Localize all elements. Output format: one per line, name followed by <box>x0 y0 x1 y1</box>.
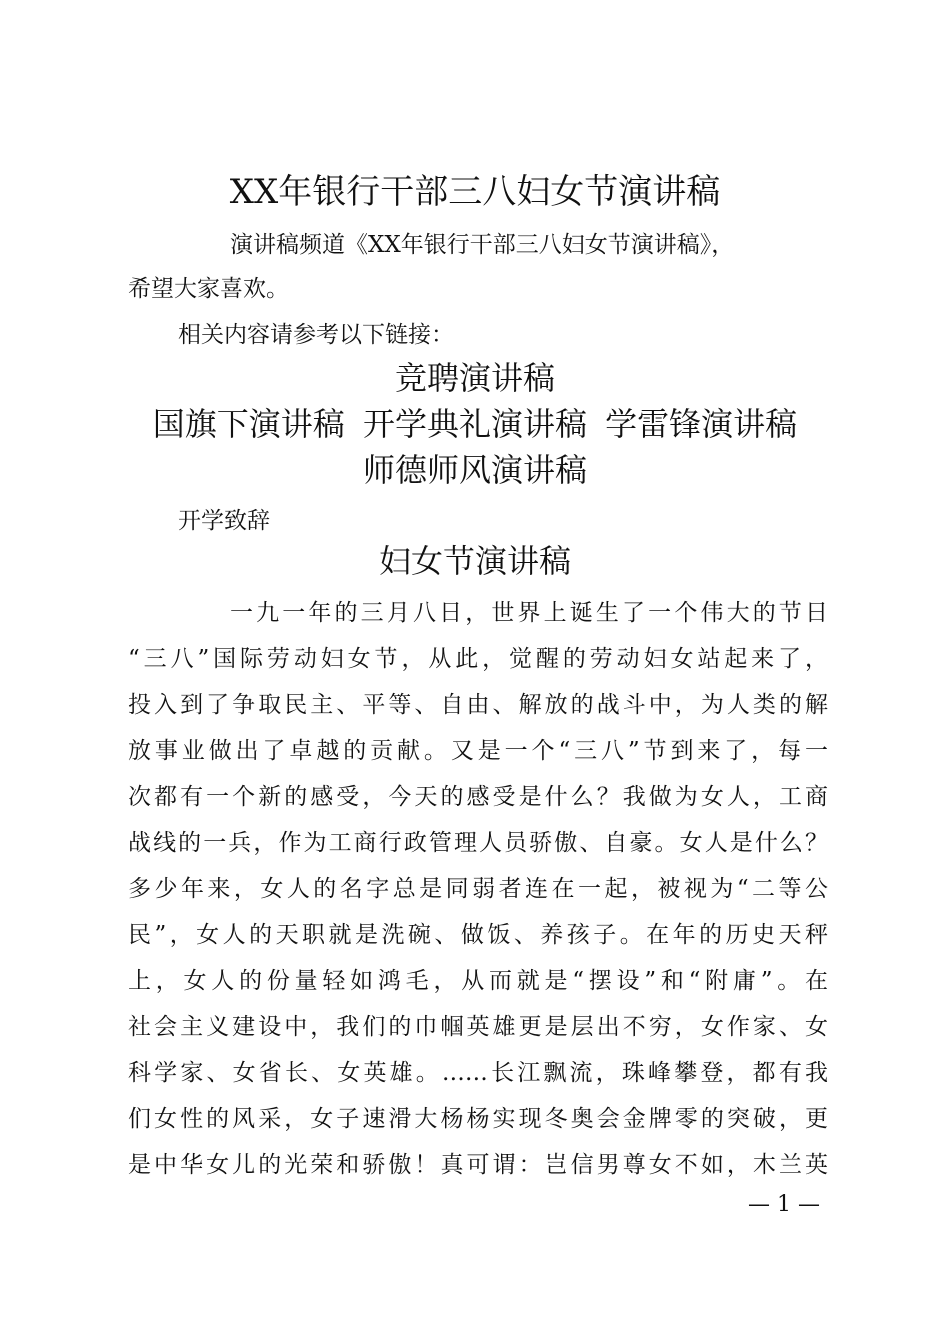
link-teacher-ethics-speech[interactable]: 师德师风演讲稿 <box>362 451 587 489</box>
body-line: 是中华女儿的光荣和骄傲！真可谓：岂信男尊女不如，木兰英 <box>128 1152 828 1178</box>
body-line: 科学家、女省长、女英雄。……长江飘流，珠峰攀登，都有我 <box>128 1060 828 1086</box>
body-line: 投入到了争取民主、平等、自由、解放的战斗中，为人类的解 <box>128 692 828 718</box>
body-line: 们女性的风采，女子速滑大杨杨实现冬奥会金牌零的突破，更 <box>128 1106 828 1132</box>
body-line: “三八”国际劳动妇女节，从此，觉醒的劳动妇女站起来了， <box>128 646 828 672</box>
body-line: 战线的一兵，作为工商行政管理人员骄傲、自豪。女人是什么？ <box>128 830 828 856</box>
section-title: 妇女节演讲稿 <box>378 542 571 580</box>
body-line: 社会主义建设中，我们的巾帼英雄更是层出不穷，女作家、女 <box>128 1014 828 1040</box>
body-line: 次都有一个新的感受，今天的感受是什么？我做为女人，工商 <box>128 784 828 810</box>
body-line: 放事业做出了卓越的贡献。又是一个“三八”节到来了，每一 <box>128 738 828 764</box>
intro-line-1: 演讲稿频道《XX年银行干部三八妇女节演讲稿》， <box>230 232 735 258</box>
body-line: 上，女人的份量轻如鸿毛，从而就是“摆设”和“附庸”。在 <box>128 968 828 994</box>
link-opening-ceremony-speech[interactable]: 开学典礼演讲稿 <box>362 405 587 443</box>
body-line: 一九一年的三月八日，世界上诞生了一个伟大的节日 <box>230 600 828 626</box>
document-title: XX年银行干部三八妇女节演讲稿 <box>229 172 721 212</box>
body-line: 民”，女人的天职就是洗碗、做饭、养孩子。在年的历史天秤 <box>128 922 828 948</box>
related-links-row-1 <box>0 356 950 400</box>
link-opening-address[interactable]: 开学致辞 <box>178 508 270 534</box>
body-line: 多少年来，女人的名字总是同弱者连在一起，被视为“二等公 <box>128 876 828 902</box>
related-links-row-3 <box>0 448 950 492</box>
related-label: 相关内容请参考以下链接： <box>178 322 454 348</box>
link-flag-speech[interactable]: 国旗下演讲稿 <box>152 405 345 443</box>
page-number: — 1 — <box>748 1192 820 1217</box>
link-learn-lei-feng-speech[interactable]: 学雷锋演讲稿 <box>605 405 798 443</box>
intro-line-2: 希望大家喜欢。 <box>128 276 289 302</box>
related-links-row-2 <box>0 402 950 446</box>
link-competition-speech[interactable]: 竞聘演讲稿 <box>394 359 555 397</box>
